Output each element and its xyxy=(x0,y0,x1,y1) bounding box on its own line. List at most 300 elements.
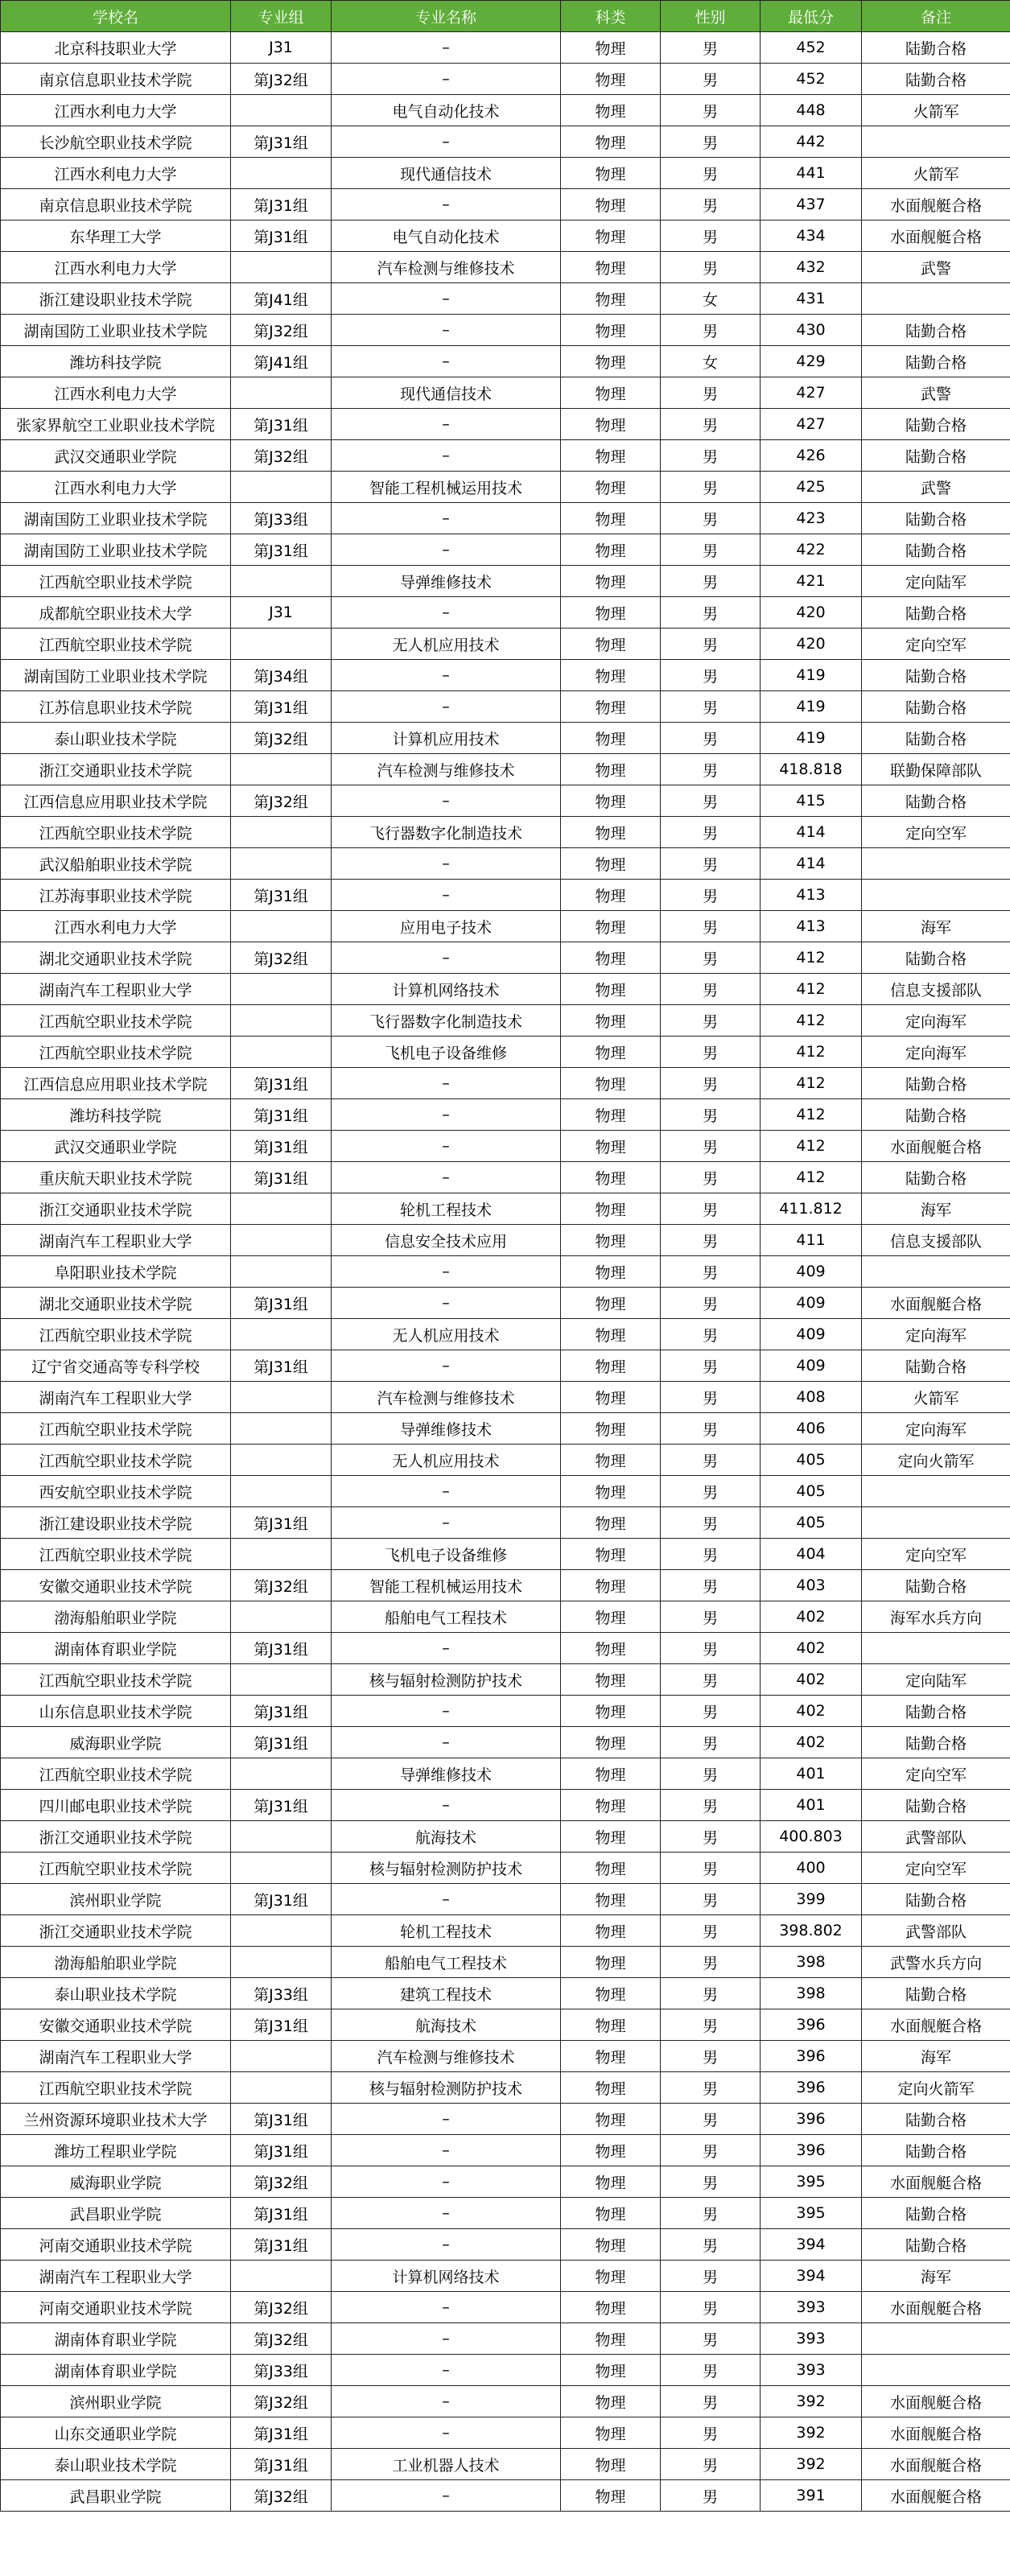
min-score-cell: 429 xyxy=(761,346,862,377)
major-group-cell: 第J32组 xyxy=(231,2292,332,2323)
gender-cell: 男 xyxy=(661,1131,761,1162)
major-name-cell: 无人机应用技术 xyxy=(332,1445,561,1476)
gender-cell: 男 xyxy=(661,1256,761,1288)
school-cell: 浙江交通职业技术学院 xyxy=(1,1193,231,1225)
gender-cell: 男 xyxy=(661,534,761,566)
major-group-cell: 第J31组 xyxy=(231,1162,332,1193)
major-group-cell: 第J32组 xyxy=(231,1570,332,1601)
school-cell: 江苏信息职业技术学院 xyxy=(1,691,231,723)
gender-cell: 男 xyxy=(661,189,761,221)
major-group-cell xyxy=(231,1601,332,1633)
remarks-cell: 信息支援部队 xyxy=(862,1225,1010,1256)
min-score-cell: 402 xyxy=(761,1664,862,1696)
major-group-cell: 第J33组 xyxy=(231,1978,332,2009)
min-score-cell: 394 xyxy=(761,2261,862,2292)
gender-cell: 男 xyxy=(661,95,761,126)
major-group-cell xyxy=(231,1539,332,1570)
subject-cell: 物理 xyxy=(561,1978,661,2009)
min-score-cell: 395 xyxy=(761,2166,862,2198)
remarks-cell: 陆勤合格 xyxy=(862,2229,1010,2261)
subject-cell: 物理 xyxy=(561,2417,661,2449)
remarks-cell: 陆勤合格 xyxy=(862,1696,1010,1727)
major-name-cell: – xyxy=(332,64,561,95)
subject-cell: 物理 xyxy=(561,2229,661,2261)
gender-cell: 男 xyxy=(661,1350,761,1382)
min-score-cell: 396 xyxy=(761,2072,862,2104)
table-row xyxy=(1,2292,1010,2323)
subject-cell: 物理 xyxy=(561,754,661,785)
major-name-cell: – xyxy=(332,2104,561,2135)
gender-cell: 男 xyxy=(661,566,761,597)
subject-cell: 物理 xyxy=(561,1068,661,1099)
gender-cell: 男 xyxy=(661,221,761,252)
gender-cell: 男 xyxy=(661,1915,761,1947)
major-group-cell xyxy=(231,1445,332,1476)
major-group-cell xyxy=(231,754,332,785)
major-name-cell: 飞机电子设备维修 xyxy=(332,1539,561,1570)
major-name-cell: – xyxy=(332,1288,561,1319)
major-group-cell xyxy=(231,911,332,942)
gender-cell: 男 xyxy=(661,1978,761,2009)
min-score-cell: 419 xyxy=(761,660,862,691)
gender-cell: 男 xyxy=(661,1037,761,1068)
gender-cell: 男 xyxy=(661,629,761,660)
gender-cell: 男 xyxy=(661,2135,761,2166)
subject-cell: 物理 xyxy=(561,2135,661,2166)
min-score-cell: 437 xyxy=(761,189,862,221)
gender-cell: 男 xyxy=(661,377,761,409)
school-cell: 江西水利电力大学 xyxy=(1,158,231,189)
major-name-cell: 轮机工程技术 xyxy=(332,1915,561,1947)
gender-cell: 女 xyxy=(661,346,761,377)
header-school: 学校名 xyxy=(1,1,231,32)
table-row xyxy=(1,1256,1010,1288)
min-score-cell: 400.803 xyxy=(761,1821,862,1853)
min-score-cell: 401 xyxy=(761,1790,862,1821)
school-cell: 湖南汽车工程职业大学 xyxy=(1,974,231,1005)
school-cell: 威海职业学院 xyxy=(1,1727,231,1758)
table-row xyxy=(1,2417,1010,2449)
table-row xyxy=(1,566,1010,597)
table-row xyxy=(1,817,1010,848)
gender-cell: 男 xyxy=(661,880,761,911)
table-row xyxy=(1,1476,1010,1507)
remarks-cell xyxy=(862,283,1010,315)
min-score-cell: 430 xyxy=(761,315,862,346)
min-score-cell: 412 xyxy=(761,974,862,1005)
min-score-cell: 423 xyxy=(761,503,862,534)
min-score-cell: 426 xyxy=(761,440,862,472)
remarks-cell xyxy=(862,848,1010,880)
major-name-cell: 船舶电气工程技术 xyxy=(332,1601,561,1633)
school-cell: 西安航空职业技术学院 xyxy=(1,1476,231,1507)
table-row xyxy=(1,377,1010,409)
min-score-cell: 402 xyxy=(761,1633,862,1664)
table-row xyxy=(1,785,1010,817)
table-row xyxy=(1,1507,1010,1539)
gender-cell: 男 xyxy=(661,1884,761,1915)
gender-cell: 男 xyxy=(661,1068,761,1099)
major-group-cell xyxy=(231,1853,332,1884)
subject-cell: 物理 xyxy=(561,1445,661,1476)
table-row xyxy=(1,629,1010,660)
school-cell: 江西航空职业技术学院 xyxy=(1,2072,231,2104)
gender-cell: 男 xyxy=(661,1445,761,1476)
subject-cell: 物理 xyxy=(561,1131,661,1162)
school-cell: 张家界航空工业职业技术学院 xyxy=(1,409,231,440)
major-name-cell: 建筑工程技术 xyxy=(332,1978,561,2009)
subject-cell: 物理 xyxy=(561,1570,661,1601)
table-row xyxy=(1,2355,1010,2386)
school-cell: 湖南汽车工程职业大学 xyxy=(1,1225,231,1256)
min-score-cell: 393 xyxy=(761,2292,862,2323)
subject-cell: 物理 xyxy=(561,409,661,440)
table-row xyxy=(1,1037,1010,1068)
remarks-cell: 陆勤合格 xyxy=(862,660,1010,691)
school-cell: 江西水利电力大学 xyxy=(1,911,231,942)
subject-cell: 物理 xyxy=(561,377,661,409)
major-name-cell: 航海技术 xyxy=(332,2009,561,2041)
subject-cell: 物理 xyxy=(561,1319,661,1350)
major-group-cell xyxy=(231,95,332,126)
major-name-cell: 导弹维修技术 xyxy=(332,1758,561,1790)
major-group-cell xyxy=(231,817,332,848)
table-row xyxy=(1,2041,1010,2072)
subject-cell: 物理 xyxy=(561,1915,661,1947)
major-name-cell: – xyxy=(332,440,561,472)
subject-cell: 物理 xyxy=(561,566,661,597)
major-group-cell xyxy=(231,1256,332,1288)
major-group-cell: 第J41组 xyxy=(231,283,332,315)
subject-cell: 物理 xyxy=(561,534,661,566)
major-name-cell: – xyxy=(332,880,561,911)
min-score-cell: 392 xyxy=(761,2449,862,2480)
remarks-cell: 定向火箭军 xyxy=(862,2072,1010,2104)
min-score-cell: 434 xyxy=(761,221,862,252)
major-group-cell xyxy=(231,1005,332,1037)
subject-cell: 物理 xyxy=(561,723,661,754)
table-row xyxy=(1,2135,1010,2166)
major-group-cell: 第J31组 xyxy=(231,2135,332,2166)
table-row xyxy=(1,2323,1010,2355)
major-name-cell: – xyxy=(332,1884,561,1915)
remarks-cell: 陆勤合格 xyxy=(862,1978,1010,2009)
school-cell: 湖南体育职业学院 xyxy=(1,1633,231,1664)
table-row xyxy=(1,1601,1010,1633)
min-score-cell: 398 xyxy=(761,1978,862,2009)
major-group-cell xyxy=(231,1664,332,1696)
table-row xyxy=(1,503,1010,534)
school-cell: 湖北交通职业技术学院 xyxy=(1,942,231,974)
gender-cell: 男 xyxy=(661,1601,761,1633)
table-row xyxy=(1,2198,1010,2229)
school-cell: 湖南汽车工程职业大学 xyxy=(1,2041,231,2072)
school-cell: 江西航空职业技术学院 xyxy=(1,1445,231,1476)
gender-cell: 男 xyxy=(661,942,761,974)
major-name-cell: 智能工程机械运用技术 xyxy=(332,1570,561,1601)
school-cell: 江西航空职业技术学院 xyxy=(1,1319,231,1350)
subject-cell: 物理 xyxy=(561,1727,661,1758)
major-name-cell: – xyxy=(332,1633,561,1664)
min-score-cell: 425 xyxy=(761,472,862,503)
major-name-cell: – xyxy=(332,1727,561,1758)
major-name-cell: 核与辐射检测防护技术 xyxy=(332,2072,561,2104)
gender-cell: 男 xyxy=(661,911,761,942)
subject-cell: 物理 xyxy=(561,880,661,911)
major-name-cell: 现代通信技术 xyxy=(332,158,561,189)
subject-cell: 物理 xyxy=(561,1099,661,1131)
major-name-cell: – xyxy=(332,2166,561,2198)
remarks-cell: 火箭军 xyxy=(862,95,1010,126)
major-group-cell: 第J33组 xyxy=(231,2355,332,2386)
subject-cell: 物理 xyxy=(561,1539,661,1570)
subject-cell: 物理 xyxy=(561,1350,661,1382)
major-group-cell: 第J31组 xyxy=(231,1068,332,1099)
remarks-cell: 水面舰艇合格 xyxy=(862,221,1010,252)
table-row xyxy=(1,315,1010,346)
min-score-cell: 402 xyxy=(761,1696,862,1727)
min-score-cell: 405 xyxy=(761,1507,862,1539)
subject-cell: 物理 xyxy=(561,1288,661,1319)
remarks-cell xyxy=(862,1507,1010,1539)
major-group-cell: 第J31组 xyxy=(231,1350,332,1382)
remarks-cell: 陆勤合格 xyxy=(862,691,1010,723)
gender-cell: 男 xyxy=(661,2480,761,2512)
major-group-cell xyxy=(231,1225,332,1256)
school-cell: 湖南体育职业学院 xyxy=(1,2355,231,2386)
school-cell: 南京信息职业技术学院 xyxy=(1,64,231,95)
table-row xyxy=(1,158,1010,189)
subject-cell: 物理 xyxy=(561,158,661,189)
table-row xyxy=(1,1758,1010,1790)
major-group-cell: 第J31组 xyxy=(231,189,332,221)
table-row xyxy=(1,974,1010,1005)
major-name-cell: 计算机网络技术 xyxy=(332,2261,561,2292)
remarks-cell: 水面舰艇合格 xyxy=(862,2386,1010,2417)
school-cell: 江西航空职业技术学院 xyxy=(1,817,231,848)
remarks-cell: 水面舰艇合格 xyxy=(862,1288,1010,1319)
school-cell: 重庆航天职业技术学院 xyxy=(1,1162,231,1193)
school-cell: 武昌职业学院 xyxy=(1,2198,231,2229)
school-cell: 北京科技职业大学 xyxy=(1,32,231,64)
subject-cell: 物理 xyxy=(561,1507,661,1539)
gender-cell: 男 xyxy=(661,252,761,283)
school-cell: 湖南体育职业学院 xyxy=(1,2323,231,2355)
table-row xyxy=(1,1319,1010,1350)
subject-cell: 物理 xyxy=(561,817,661,848)
major-group-cell: J31 xyxy=(231,32,332,64)
subject-cell: 物理 xyxy=(561,440,661,472)
subject-cell: 物理 xyxy=(561,2480,661,2512)
gender-cell: 男 xyxy=(661,2261,761,2292)
major-name-cell: – xyxy=(332,1476,561,1507)
table-row xyxy=(1,126,1010,158)
table-row xyxy=(1,409,1010,440)
min-score-cell: 411 xyxy=(761,1225,862,1256)
gender-cell: 男 xyxy=(661,2198,761,2229)
remarks-cell: 定向陆军 xyxy=(862,1664,1010,1696)
major-group-cell xyxy=(231,1382,332,1413)
table-row xyxy=(1,597,1010,629)
gender-cell: 男 xyxy=(661,1319,761,1350)
remarks-cell: 陆勤合格 xyxy=(862,723,1010,754)
remarks-cell: 水面舰艇合格 xyxy=(862,2166,1010,2198)
gender-cell: 男 xyxy=(661,817,761,848)
remarks-cell: 陆勤合格 xyxy=(862,2104,1010,2135)
table-body xyxy=(1,32,1010,2512)
gender-cell: 男 xyxy=(661,1821,761,1853)
subject-cell: 物理 xyxy=(561,252,661,283)
major-group-cell: 第J31组 xyxy=(231,2009,332,2041)
gender-cell: 男 xyxy=(661,1476,761,1507)
min-score-cell: 420 xyxy=(761,597,862,629)
school-cell: 江西航空职业技术学院 xyxy=(1,1037,231,1068)
school-cell: 江西航空职业技术学院 xyxy=(1,1664,231,1696)
remarks-cell: 陆勤合格 xyxy=(862,942,1010,974)
min-score-cell: 406 xyxy=(761,1413,862,1445)
major-group-cell: 第J31组 xyxy=(231,1633,332,1664)
major-name-cell: – xyxy=(332,1256,561,1288)
major-group-cell: 第J31组 xyxy=(231,1884,332,1915)
gender-cell: 男 xyxy=(661,1099,761,1131)
major-name-cell: 飞机电子设备维修 xyxy=(332,1037,561,1068)
major-group-cell xyxy=(231,2072,332,2104)
major-group-cell xyxy=(231,1947,332,1978)
min-score-cell: 418.818 xyxy=(761,754,862,785)
major-group-cell: 第J32组 xyxy=(231,64,332,95)
major-name-cell: 现代通信技术 xyxy=(332,377,561,409)
major-name-cell: – xyxy=(332,503,561,534)
major-name-cell: 无人机应用技术 xyxy=(332,629,561,660)
major-group-cell xyxy=(231,158,332,189)
gender-cell: 男 xyxy=(661,2229,761,2261)
major-name-cell: – xyxy=(332,283,561,315)
major-name-cell: – xyxy=(332,2355,561,2386)
major-group-cell xyxy=(231,1037,332,1068)
school-cell: 武汉船舶职业技术学院 xyxy=(1,848,231,880)
subject-cell: 物理 xyxy=(561,283,661,315)
remarks-cell: 武警水兵方向 xyxy=(862,1947,1010,1978)
gender-cell: 男 xyxy=(661,754,761,785)
major-name-cell: – xyxy=(332,534,561,566)
school-cell: 江西水利电力大学 xyxy=(1,472,231,503)
subject-cell: 物理 xyxy=(561,974,661,1005)
table-header xyxy=(1,1,1010,32)
major-group-cell: 第J34组 xyxy=(231,660,332,691)
remarks-cell: 海军 xyxy=(862,1193,1010,1225)
gender-cell: 男 xyxy=(661,158,761,189)
gender-cell: 男 xyxy=(661,64,761,95)
min-score-cell: 431 xyxy=(761,283,862,315)
min-score-cell: 398.802 xyxy=(761,1915,862,1947)
table-row xyxy=(1,95,1010,126)
major-group-cell: 第J32组 xyxy=(231,942,332,974)
subject-cell: 物理 xyxy=(561,2261,661,2292)
subject-cell: 物理 xyxy=(561,64,661,95)
min-score-cell: 412 xyxy=(761,1099,862,1131)
major-name-cell: 电气自动化技术 xyxy=(332,95,561,126)
min-score-cell: 421 xyxy=(761,566,862,597)
gender-cell: 男 xyxy=(661,1853,761,1884)
major-group-cell: 第J32组 xyxy=(231,2323,332,2355)
subject-cell: 物理 xyxy=(561,1413,661,1445)
gender-cell: 男 xyxy=(661,691,761,723)
remarks-cell: 定向火箭军 xyxy=(862,1445,1010,1476)
header-remarks: 备注 xyxy=(862,1,1010,32)
remarks-cell: 陆勤合格 xyxy=(862,1727,1010,1758)
major-name-cell: – xyxy=(332,597,561,629)
min-score-cell: 402 xyxy=(761,1601,862,1633)
subject-cell: 物理 xyxy=(561,911,661,942)
major-name-cell: – xyxy=(332,1068,561,1099)
min-score-cell: 391 xyxy=(761,2480,862,2512)
table-row xyxy=(1,534,1010,566)
major-group-cell xyxy=(231,1193,332,1225)
subject-cell: 物理 xyxy=(561,1382,661,1413)
remarks-cell: 海军水兵方向 xyxy=(862,1601,1010,1633)
min-score-cell: 409 xyxy=(761,1256,862,1288)
school-cell: 江苏海事职业技术学院 xyxy=(1,880,231,911)
min-score-cell: 413 xyxy=(761,911,862,942)
table-row xyxy=(1,440,1010,472)
major-name-cell: 轮机工程技术 xyxy=(332,1193,561,1225)
school-cell: 长沙航空职业技术学院 xyxy=(1,126,231,158)
subject-cell: 物理 xyxy=(561,785,661,817)
school-cell: 江西航空职业技术学院 xyxy=(1,629,231,660)
subject-cell: 物理 xyxy=(561,346,661,377)
min-score-cell: 412 xyxy=(761,1068,862,1099)
school-cell: 泰山职业技术学院 xyxy=(1,1978,231,2009)
remarks-cell: 陆勤合格 xyxy=(862,1099,1010,1131)
major-group-cell: 第J32组 xyxy=(231,2166,332,2198)
major-name-cell: 智能工程机械运用技术 xyxy=(332,472,561,503)
gender-cell: 男 xyxy=(661,1288,761,1319)
remarks-cell: 定向空军 xyxy=(862,1853,1010,1884)
table-row xyxy=(1,1131,1010,1162)
major-group-cell xyxy=(231,1319,332,1350)
min-score-cell: 403 xyxy=(761,1570,862,1601)
school-cell: 湖南国防工业职业技术学院 xyxy=(1,660,231,691)
gender-cell: 女 xyxy=(661,283,761,315)
subject-cell: 物理 xyxy=(561,1790,661,1821)
school-cell: 江西水利电力大学 xyxy=(1,377,231,409)
remarks-cell: 水面舰艇合格 xyxy=(862,2449,1010,2480)
min-score-cell: 394 xyxy=(761,2229,862,2261)
min-score-cell: 392 xyxy=(761,2386,862,2417)
table-row xyxy=(1,848,1010,880)
school-cell: 江西航空职业技术学院 xyxy=(1,1413,231,1445)
remarks-cell: 定向空军 xyxy=(862,1758,1010,1790)
table-row xyxy=(1,754,1010,785)
school-cell: 威海职业学院 xyxy=(1,2166,231,2198)
major-name-cell: – xyxy=(332,2229,561,2261)
school-cell: 四川邮电职业技术学院 xyxy=(1,1790,231,1821)
min-score-cell: 392 xyxy=(761,2417,862,2449)
subject-cell: 物理 xyxy=(561,2009,661,2041)
school-cell: 潍坊科技学院 xyxy=(1,1099,231,1131)
major-group-cell: 第J32组 xyxy=(231,440,332,472)
major-name-cell: 电气自动化技术 xyxy=(332,221,561,252)
subject-cell: 物理 xyxy=(561,2041,661,2072)
min-score-cell: 405 xyxy=(761,1445,862,1476)
school-cell: 兰州资源环境职业技术大学 xyxy=(1,2104,231,2135)
table-row xyxy=(1,2261,1010,2292)
remarks-cell xyxy=(862,1256,1010,1288)
major-group-cell: 第J32组 xyxy=(231,315,332,346)
gender-cell: 男 xyxy=(661,315,761,346)
remarks-cell: 定向海军 xyxy=(862,1319,1010,1350)
remarks-cell: 水面舰艇合格 xyxy=(862,1131,1010,1162)
